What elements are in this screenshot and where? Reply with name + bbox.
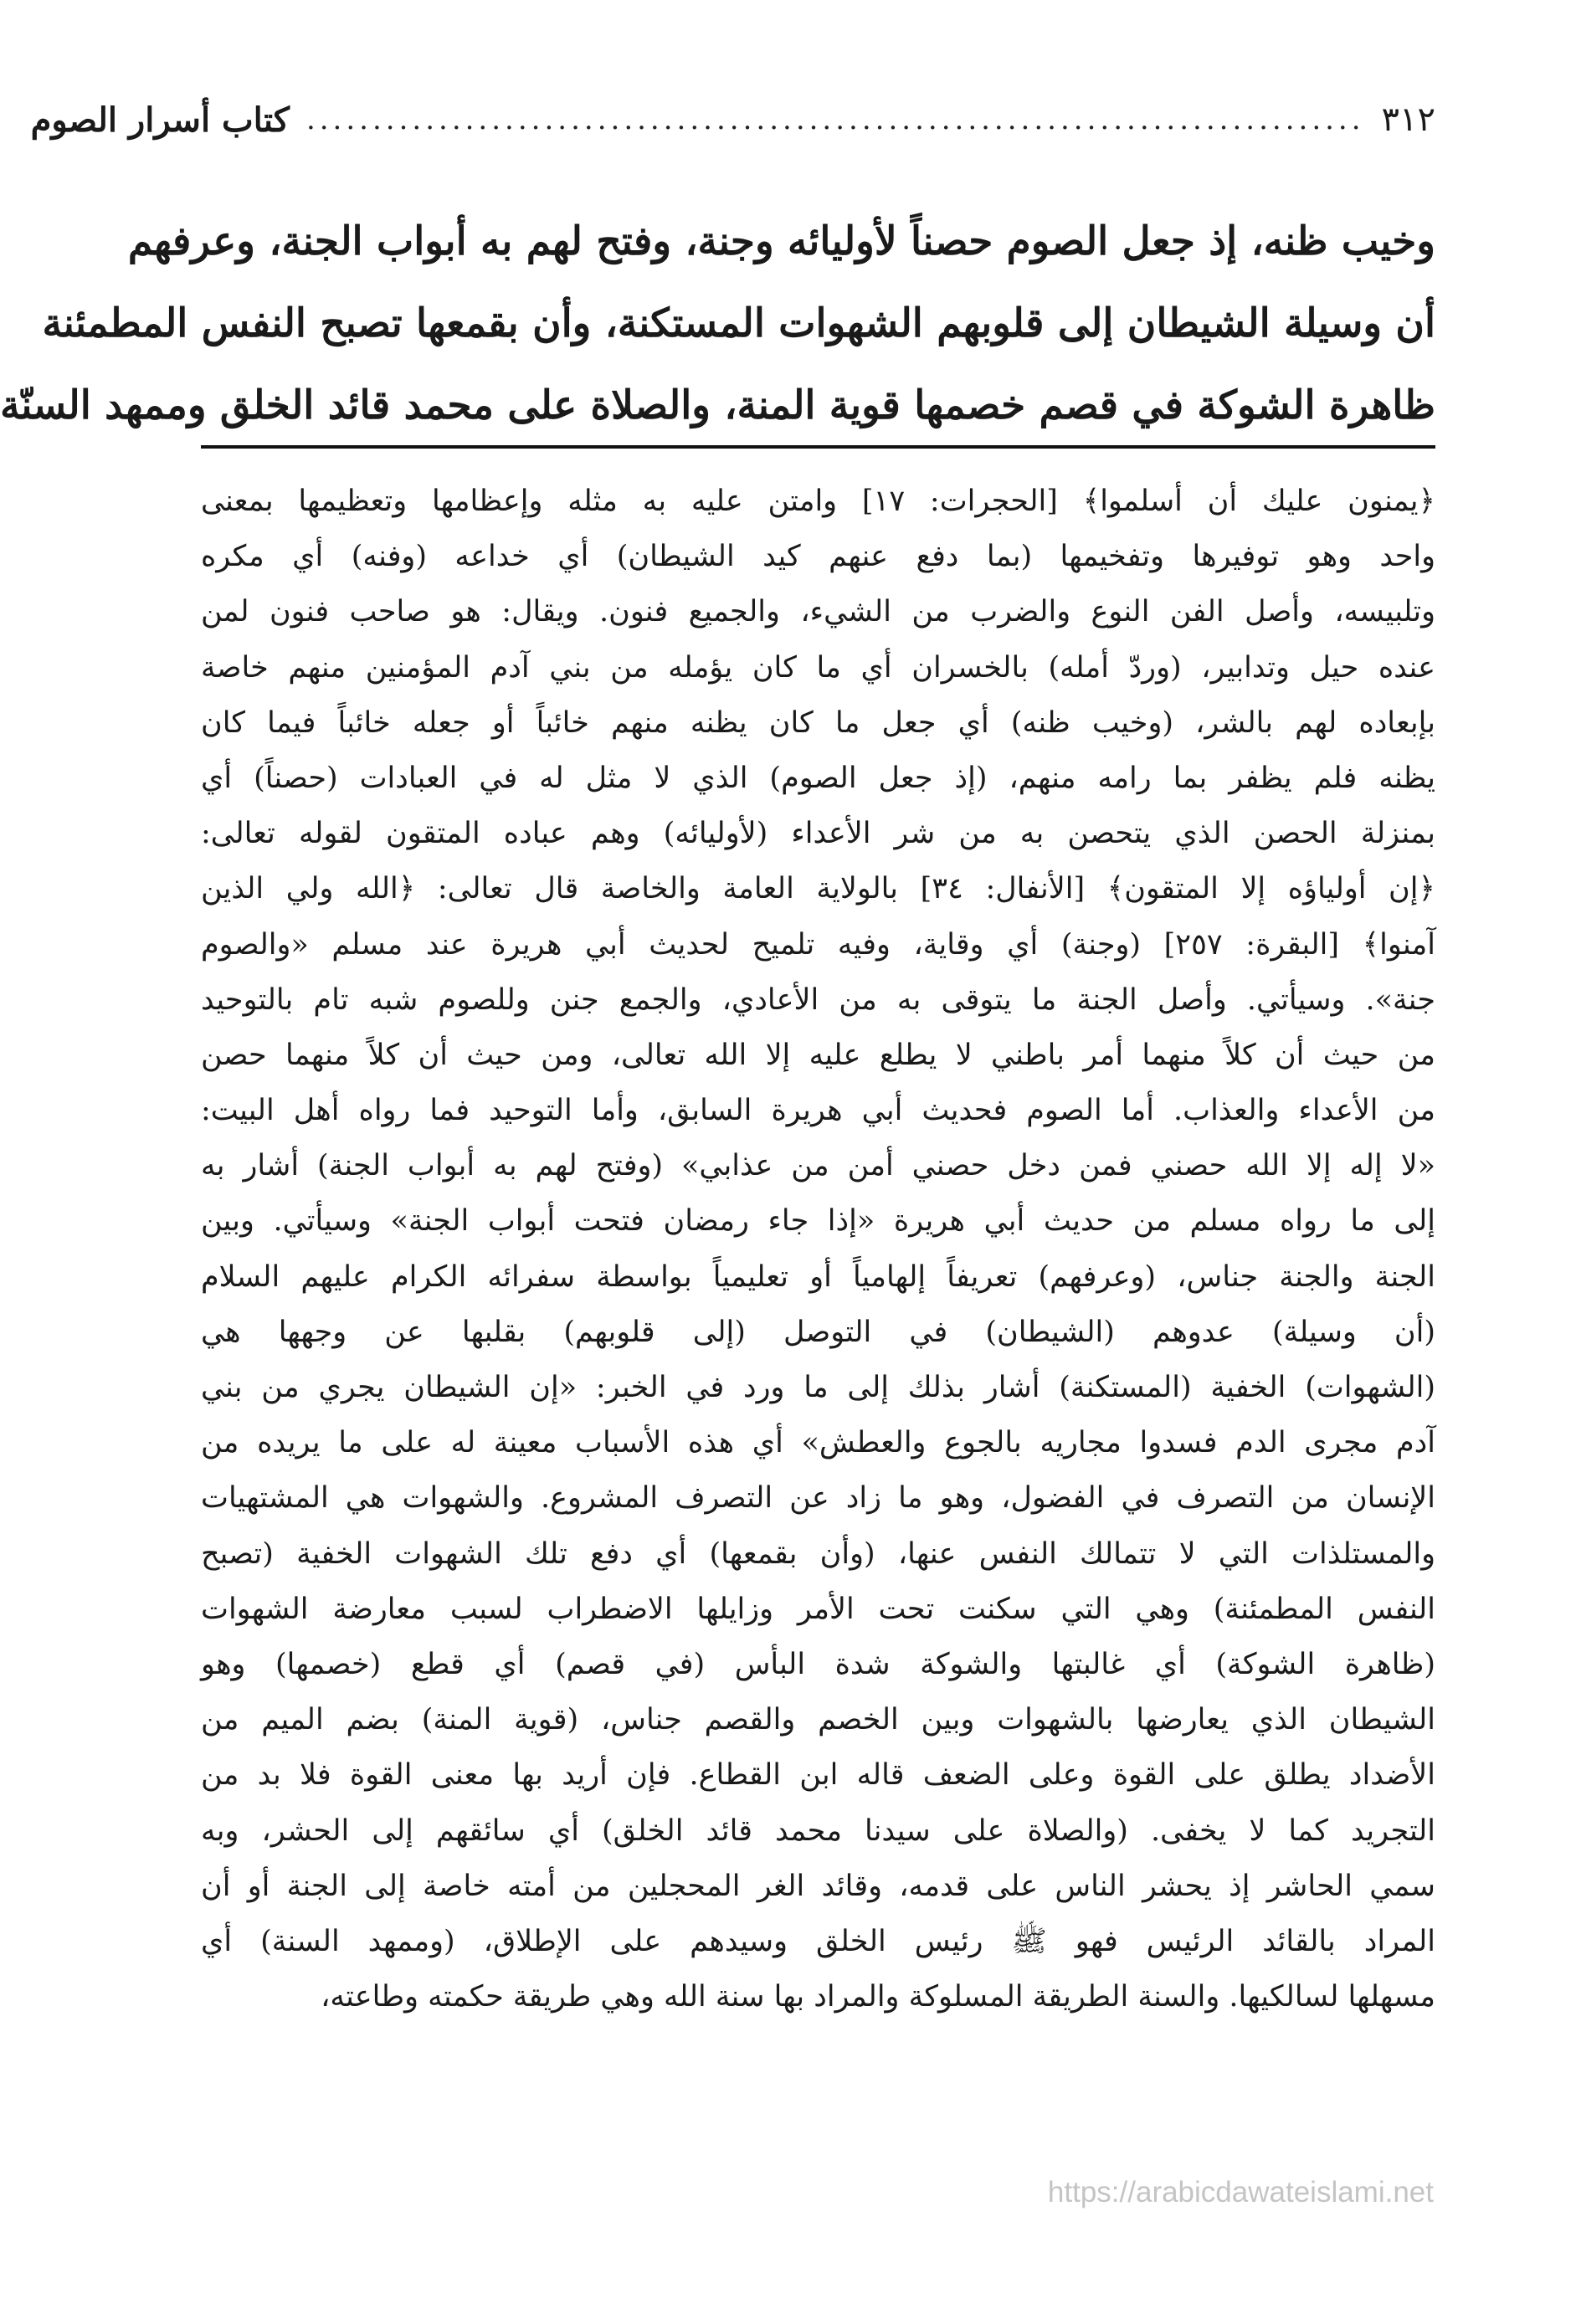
commentary-line: المراد بالقائد الرئيس فهو ﷺ رئيس الخلق وسيدهم على الإطلاق، (وممهد السنة) أي bbox=[201, 1924, 1435, 1958]
commentary-line: من الأعداء والعذاب. أما الصوم فحديث أبي هريرة السابق، وأما التوحيد فما رواه أهل البيت: bbox=[201, 1094, 1435, 1128]
commentary-line: وتلبيسه، وأصل الفن النوع والضرب من الشيء، والجميع فنون. ويقال: هو صاحب فنون لمن bbox=[201, 595, 1435, 629]
book-title: كتاب أسرار الصوم bbox=[30, 100, 290, 140]
commentary-line: عنده حيل وتدابير، (وردّ أمله) بالخسران أي ما كان يؤمله من بني آدم المؤمنين منهم خاصة bbox=[201, 650, 1435, 685]
commentary-text bbox=[201, 474, 1435, 2024]
commentary-line: (ظاهرة الشوكة) أي غالبتها والشوكة شدة البأس (في قصم) أي قطع (خصمها) وهو bbox=[201, 1647, 1435, 1681]
commentary-line: بمنزلة الحصن الذي يتحصن به من شر الأعداء (لأوليائه) وهم عباده المتقون لقوله تعالى: bbox=[201, 817, 1435, 851]
commentary-line: مسهلها لسالكيها. والسنة الطريقة المسلوكة والمراد بها سنة الله وهي طريقة حكمته وطاعته، bbox=[321, 1980, 1435, 2014]
commentary-line: ﴿يمنون عليك أن أسلموا﴾ [الحجرات: ١٧] وامتن عليه به مثله وإعظامها وتعظيمها بمعنى bbox=[201, 485, 1435, 518]
commentary-line: الأضداد يطلق على القوة وعلى الضعف قاله ابن القطاع. فإن أريد بها معنى القوة فلا بد من bbox=[201, 1758, 1435, 1793]
page-header bbox=[30, 90, 1435, 149]
commentary-line: من حيث أن كلاً منهما أمر باطني لا يطلع عليه إلا الله تعالى، ومن حيث أن كلاً منهما حصن bbox=[201, 1038, 1435, 1072]
commentary-line: (أن وسيلة) عدوهم (الشيطان) في التوصل (إلى قلوبهم) بقلبها عن وجهها هي bbox=[201, 1315, 1435, 1349]
separator-rule bbox=[201, 445, 1435, 449]
commentary-line: التجريد كما لا يخفى. (والصلاة على سيدنا محمد قائد الخلق) أي سائقهم إلى الحشر، وبه bbox=[201, 1814, 1435, 1848]
commentary-line: ﴿إن أولياؤه إلا المتقون﴾ [الأنفال: ٣٤] بالولاية العامة والخاصة قال تعالى: ﴿الله ولي الذين bbox=[201, 872, 1435, 906]
commentary-line: الشيطان الذي يعارضها بالشهوات وبين الخصم والقصم جناس، (قوية المنة) بضم الميم من bbox=[201, 1703, 1435, 1737]
watermark-url: https://arabicdawateislami.net bbox=[1047, 2176, 1434, 2209]
commentary-line: سمي الحاشر إذ يحشر الناس على قدمه، وقائد الغر المحجلين من أمته خاصة إلى الجنة أو أن bbox=[201, 1869, 1435, 1903]
commentary-line: والمستلذات التي لا تتمالك النفس عنها، (وأن بقمعها) أي دفع تلك الشهوات الخفية (تصبح bbox=[201, 1537, 1435, 1571]
commentary-line: آمنوا﴾ [البقرة: ٢٥٧] (وجنة) أي وقاية، وفيه تلميح لحديث أبي هريرة عند مسلم «والصوم bbox=[201, 927, 1435, 962]
commentary-line: «لا إله إلا الله حصني فمن دخل حصني أمن من عذابي» (وفتح لهم به أبواب الجنة) أشار به bbox=[201, 1149, 1435, 1183]
commentary-line: النفس المطمئنة) وهي التي سكنت تحت الأمر وزايلها الاضطراب لسبب معارضة الشهوات bbox=[201, 1592, 1435, 1626]
page-number: ٣١٢ bbox=[1381, 100, 1435, 139]
commentary-line: جنة». وسيأتي. وأصل الجنة ما يتوقى به من الأعادي، والجمع جنن وللصوم شبه تام بالتوحيد bbox=[201, 982, 1435, 1017]
commentary-line: الإنسان من التصرف في الفضول، وهو ما زاد عن التصرف المشروع. والشهوات هي المشتهيات bbox=[201, 1481, 1435, 1516]
main-text bbox=[0, 201, 1435, 447]
commentary-line: آدم مجرى الدم فسدوا مجاريه بالجوع والعطش» أي هذه الأسباب معينة له على ما يريده من bbox=[201, 1426, 1435, 1460]
header-leader-dots: ................................................................................ bbox=[305, 103, 1365, 136]
main-text-line: وخيب ظنه، إذ جعل الصوم حصناً لأوليائه وجنة، وفتح لهم به أبواب الجنة، وعرفهم bbox=[127, 218, 1435, 264]
main-text-line: أن وسيلة الشيطان إلى قلوبهم الشهوات المستكنة، وأن بقمعها تصبح النفس المطمئنة bbox=[42, 300, 1435, 346]
commentary-line: واحد وهو توفيرها وتفخيمها (بما دفع عنهم كيد الشيطان) أي خداعه (وفنه) أي مكره bbox=[201, 540, 1435, 574]
commentary-line: (الشهوات) الخفية (المستكنة) أشار بذلك إلى ما ورد في الخبر: «إن الشيطان يجري من بني bbox=[201, 1371, 1435, 1404]
commentary-line: يظنه فلم يظفر بما رامه منهم، (إذ جعل الصوم) الذي لا مثل له في العبادات (حصناً) أي bbox=[201, 761, 1435, 795]
commentary-line: بإبعاده لهم بالشر، (وخيب ظنه) أي جعل ما كان يظنه منهم خائباً أو جعله خائباً فيما كان bbox=[201, 705, 1435, 740]
commentary-line: الجنة والجنة جناس، (وعرفهم) تعريفاً إلهامياً أو تعليمياً بواسطة سفرائه الكرام عليهم السلام bbox=[201, 1259, 1435, 1294]
main-text-line: ظاهرة الشوكة في قصم خصمها قوية المنة، والصلاة على محمد قائد الخلق وممهد السنّة bbox=[0, 382, 1435, 428]
commentary-line: إلى ما رواه مسلم من حديث أبي هريرة «إذا جاء رمضان فتحت أبواب الجنة» وسيأتي. وبين bbox=[201, 1204, 1435, 1239]
